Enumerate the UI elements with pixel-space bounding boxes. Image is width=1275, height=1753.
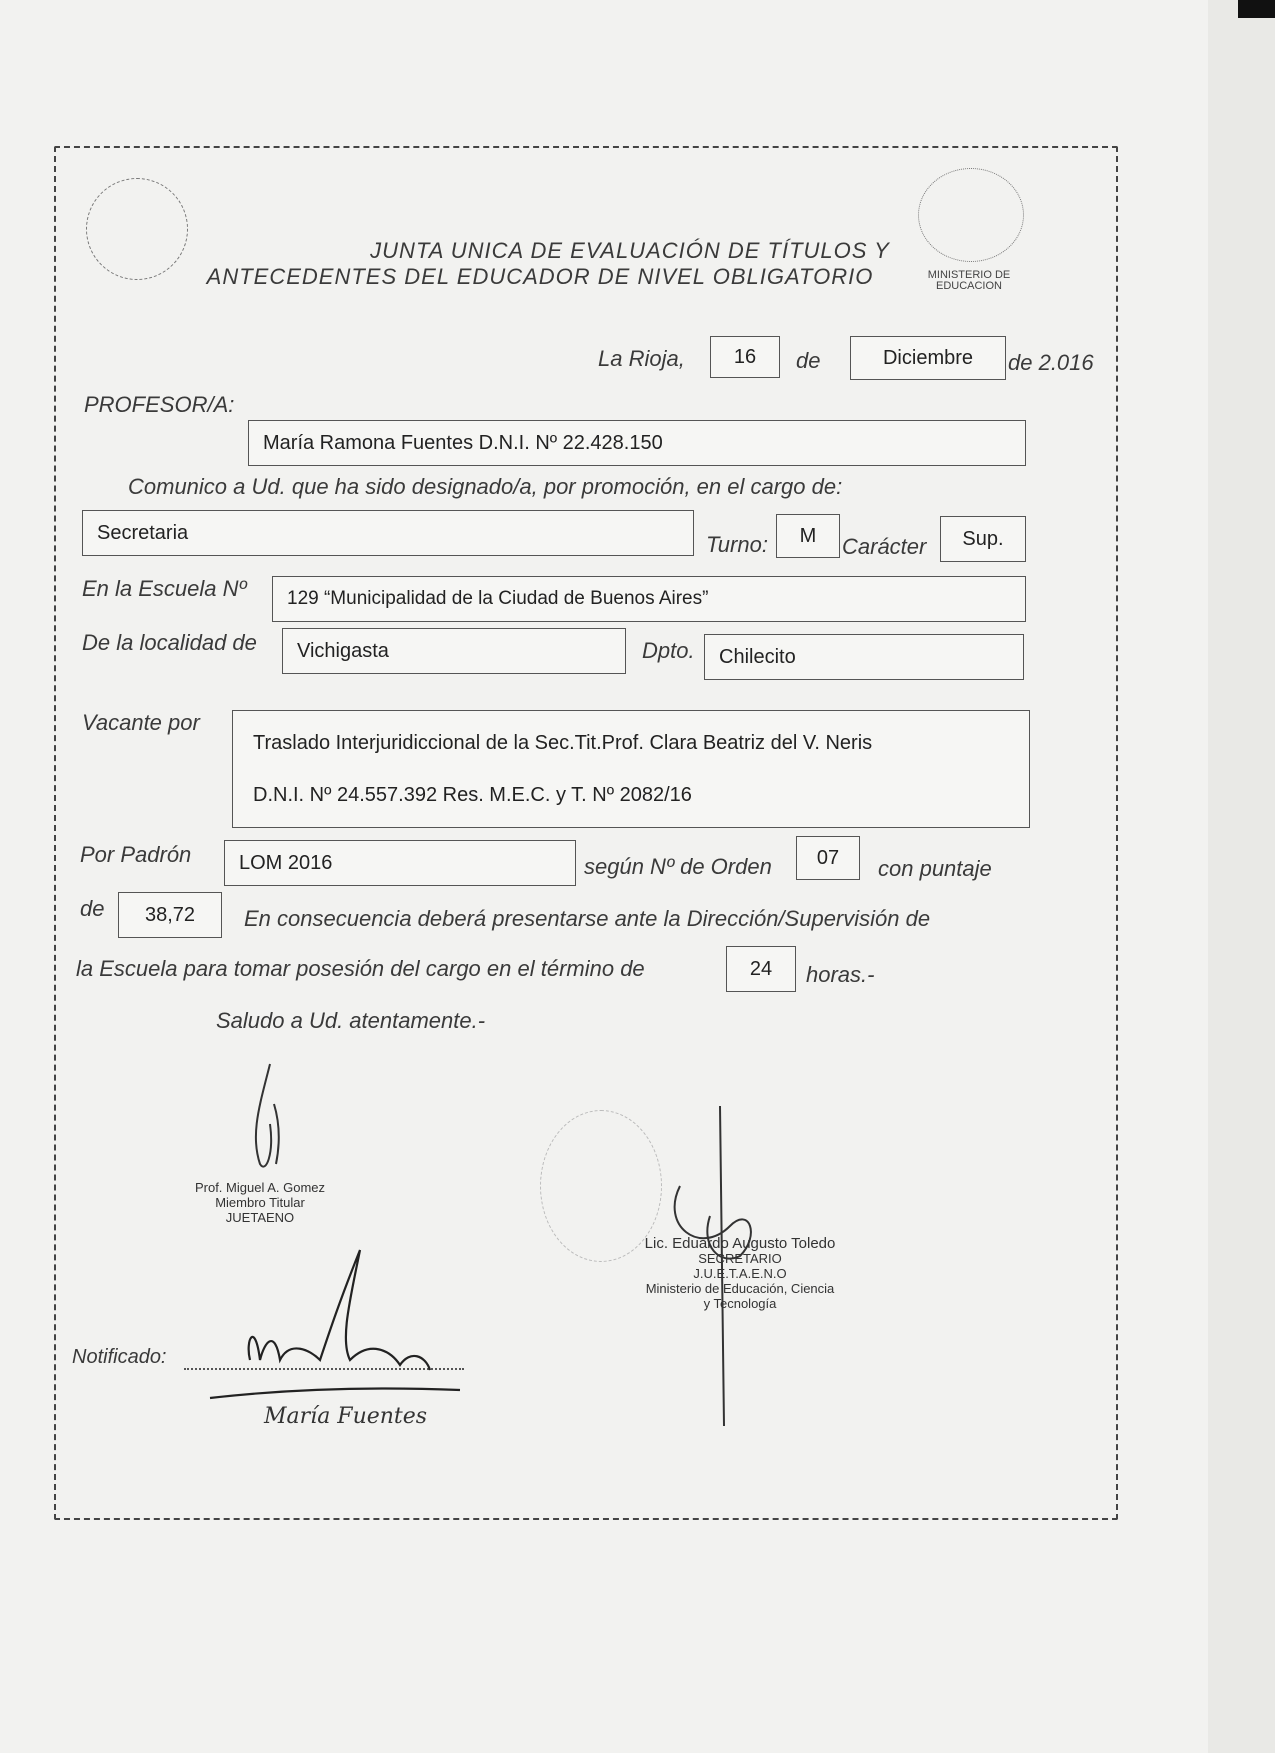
padron-field[interactable]: LOM 2016: [224, 840, 576, 886]
escuela-field[interactable]: 129 “Municipalidad de la Ciudad de Buenos Aires”: [272, 576, 1026, 622]
place-label: La Rioja,: [598, 346, 685, 371]
dpto-label: Dpto.: [642, 638, 695, 663]
orden-label: según Nº de Orden: [584, 854, 772, 879]
left-signatory: [150, 1180, 370, 1225]
ministry-line-1: MINISTERIO DE: [927, 269, 1011, 281]
notificado-label: Notificado:: [72, 1346, 167, 1368]
de-puntaje-label: de: [80, 896, 105, 921]
notificado-handwritten-name: María Fuentes: [264, 1404, 428, 1429]
vacante-line-1: Traslado Interjuridiccional de la Sec.Tit.Prof. Clara Beatriz del V. Neris: [253, 731, 873, 754]
month-field[interactable]: Diciembre: [850, 336, 1006, 380]
day-field[interactable]: 16: [710, 336, 780, 378]
paper-corner: [1238, 0, 1275, 18]
turno-label: Turno:: [706, 532, 768, 557]
turno-field[interactable]: M: [776, 514, 840, 558]
puntaje-field[interactable]: 38,72: [118, 892, 222, 938]
orden-field[interactable]: 07: [796, 836, 860, 880]
year-label: de 2.016: [1008, 350, 1094, 375]
right-signatory-role: SECRETARIO: [698, 1251, 782, 1266]
localidad-label: De la localidad de: [82, 630, 257, 655]
cargo-field[interactable]: Secretaria: [82, 510, 694, 556]
paper-edge: [1208, 0, 1275, 1753]
consecuencia-text-2: la Escuela para tomar posesión del cargo en el término de: [76, 956, 645, 981]
ministry-line-2: EDUCACION: [935, 280, 1002, 292]
profesor-label: PROFESOR/A:: [84, 392, 235, 417]
title-line-1: JUNTA UNICA DE EVALUACIÓN DE TÍTULOS Y: [370, 238, 890, 263]
left-signatory-org: JUETAENO: [225, 1210, 295, 1225]
vacante-field[interactable]: [232, 710, 1030, 828]
caracter-field[interactable]: Sup.: [940, 516, 1026, 562]
comunico-text: Comunico a Ud. que ha sido designado/a, por promoción, en el cargo de:: [128, 474, 843, 499]
right-signatory-ministry-2: y Tecnología: [703, 1296, 777, 1311]
right-signatory: [620, 1236, 860, 1311]
horas-field[interactable]: 24: [726, 946, 796, 992]
right-signatory-name: Lic. Eduardo Augusto Toledo: [644, 1235, 836, 1252]
left-signatory-name: Prof. Miguel A. Gomez: [194, 1180, 326, 1195]
padron-label: Por Padrón: [80, 842, 192, 867]
consecuencia-text-1: En consecuencia deberá presentarse ante la Dirección/Supervisión de: [244, 906, 931, 931]
escuela-label: En la Escuela Nº: [82, 576, 247, 601]
right-signatory-ministry-1: Ministerio de Educación, Ciencia: [645, 1281, 835, 1296]
right-signatory-org: J.U.E.T.A.E.N.O: [693, 1266, 787, 1281]
horas-label: horas.-: [806, 962, 875, 987]
de-label: de: [796, 348, 821, 373]
left-signatory-role: Miembro Titular: [215, 1195, 305, 1210]
vacante-label: Vacante por: [82, 710, 200, 735]
vacante-line-2: D.N.I. Nº 24.557.392 Res. M.E.C. y T. Nº 2082/16: [253, 783, 692, 806]
caracter-label: Carácter: [842, 534, 927, 559]
notificado-signature: [200, 1240, 460, 1410]
dpto-field[interactable]: Chilecito: [704, 634, 1024, 680]
saludo-text: Saludo a Ud. atentamente.-: [216, 1008, 486, 1033]
localidad-field[interactable]: Vichigasta: [282, 628, 626, 674]
title-line-2: ANTECEDENTES DEL EDUCADOR DE NIVEL OBLIGATORIO: [206, 264, 874, 289]
left-signature: [240, 1064, 310, 1184]
puntaje-label: con puntaje: [878, 856, 992, 881]
ministry-label: [924, 270, 1014, 292]
profesor-field[interactable]: María Ramona Fuentes D.N.I. Nº 22.428.150: [248, 420, 1026, 466]
